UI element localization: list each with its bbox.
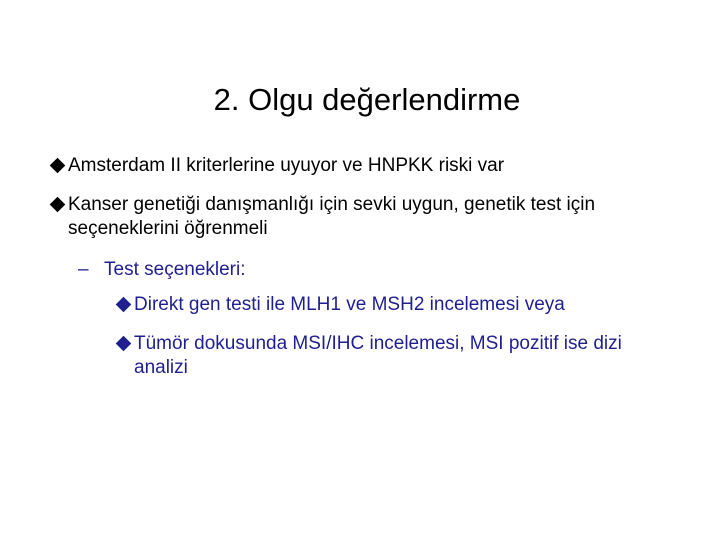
sub-sub-bullet-text-2: Tümör dokusunda MSI/IHC incelemesi, MSI pozitif ise dizi analizi <box>134 333 622 378</box>
diamond-bullet-icon <box>116 332 134 354</box>
diamond-bullet-icon <box>116 293 134 315</box>
sub-bullet-text: Test seçenekleri: <box>104 259 246 280</box>
dash-bullet: – <box>78 259 89 280</box>
sub-sub-bullet-text-1: Direkt gen testi ile MLH1 ve MSH2 incelemesi veya <box>134 294 565 315</box>
diamond-bullet-icon <box>50 193 68 215</box>
diamond-bullet-icon <box>50 154 68 176</box>
bullet-text-2: Kanser genetiği danışmanlığı için sevki uygun, genetik test için seçeneklerini öğrenmeli <box>68 194 596 239</box>
bullet-item-1 <box>50 154 688 178</box>
bullet-item-2 <box>50 193 688 241</box>
slide-title: 2. Olgu değerlendirme <box>213 82 521 117</box>
sub-bullet-item <box>78 258 246 282</box>
sub-sub-bullet-item-1 <box>116 293 674 317</box>
sub-sub-bullet-item-2 <box>116 332 674 380</box>
bullet-text-1: Amsterdam II kriterlerine uyuyor ve HNPKK riski var <box>68 155 505 176</box>
